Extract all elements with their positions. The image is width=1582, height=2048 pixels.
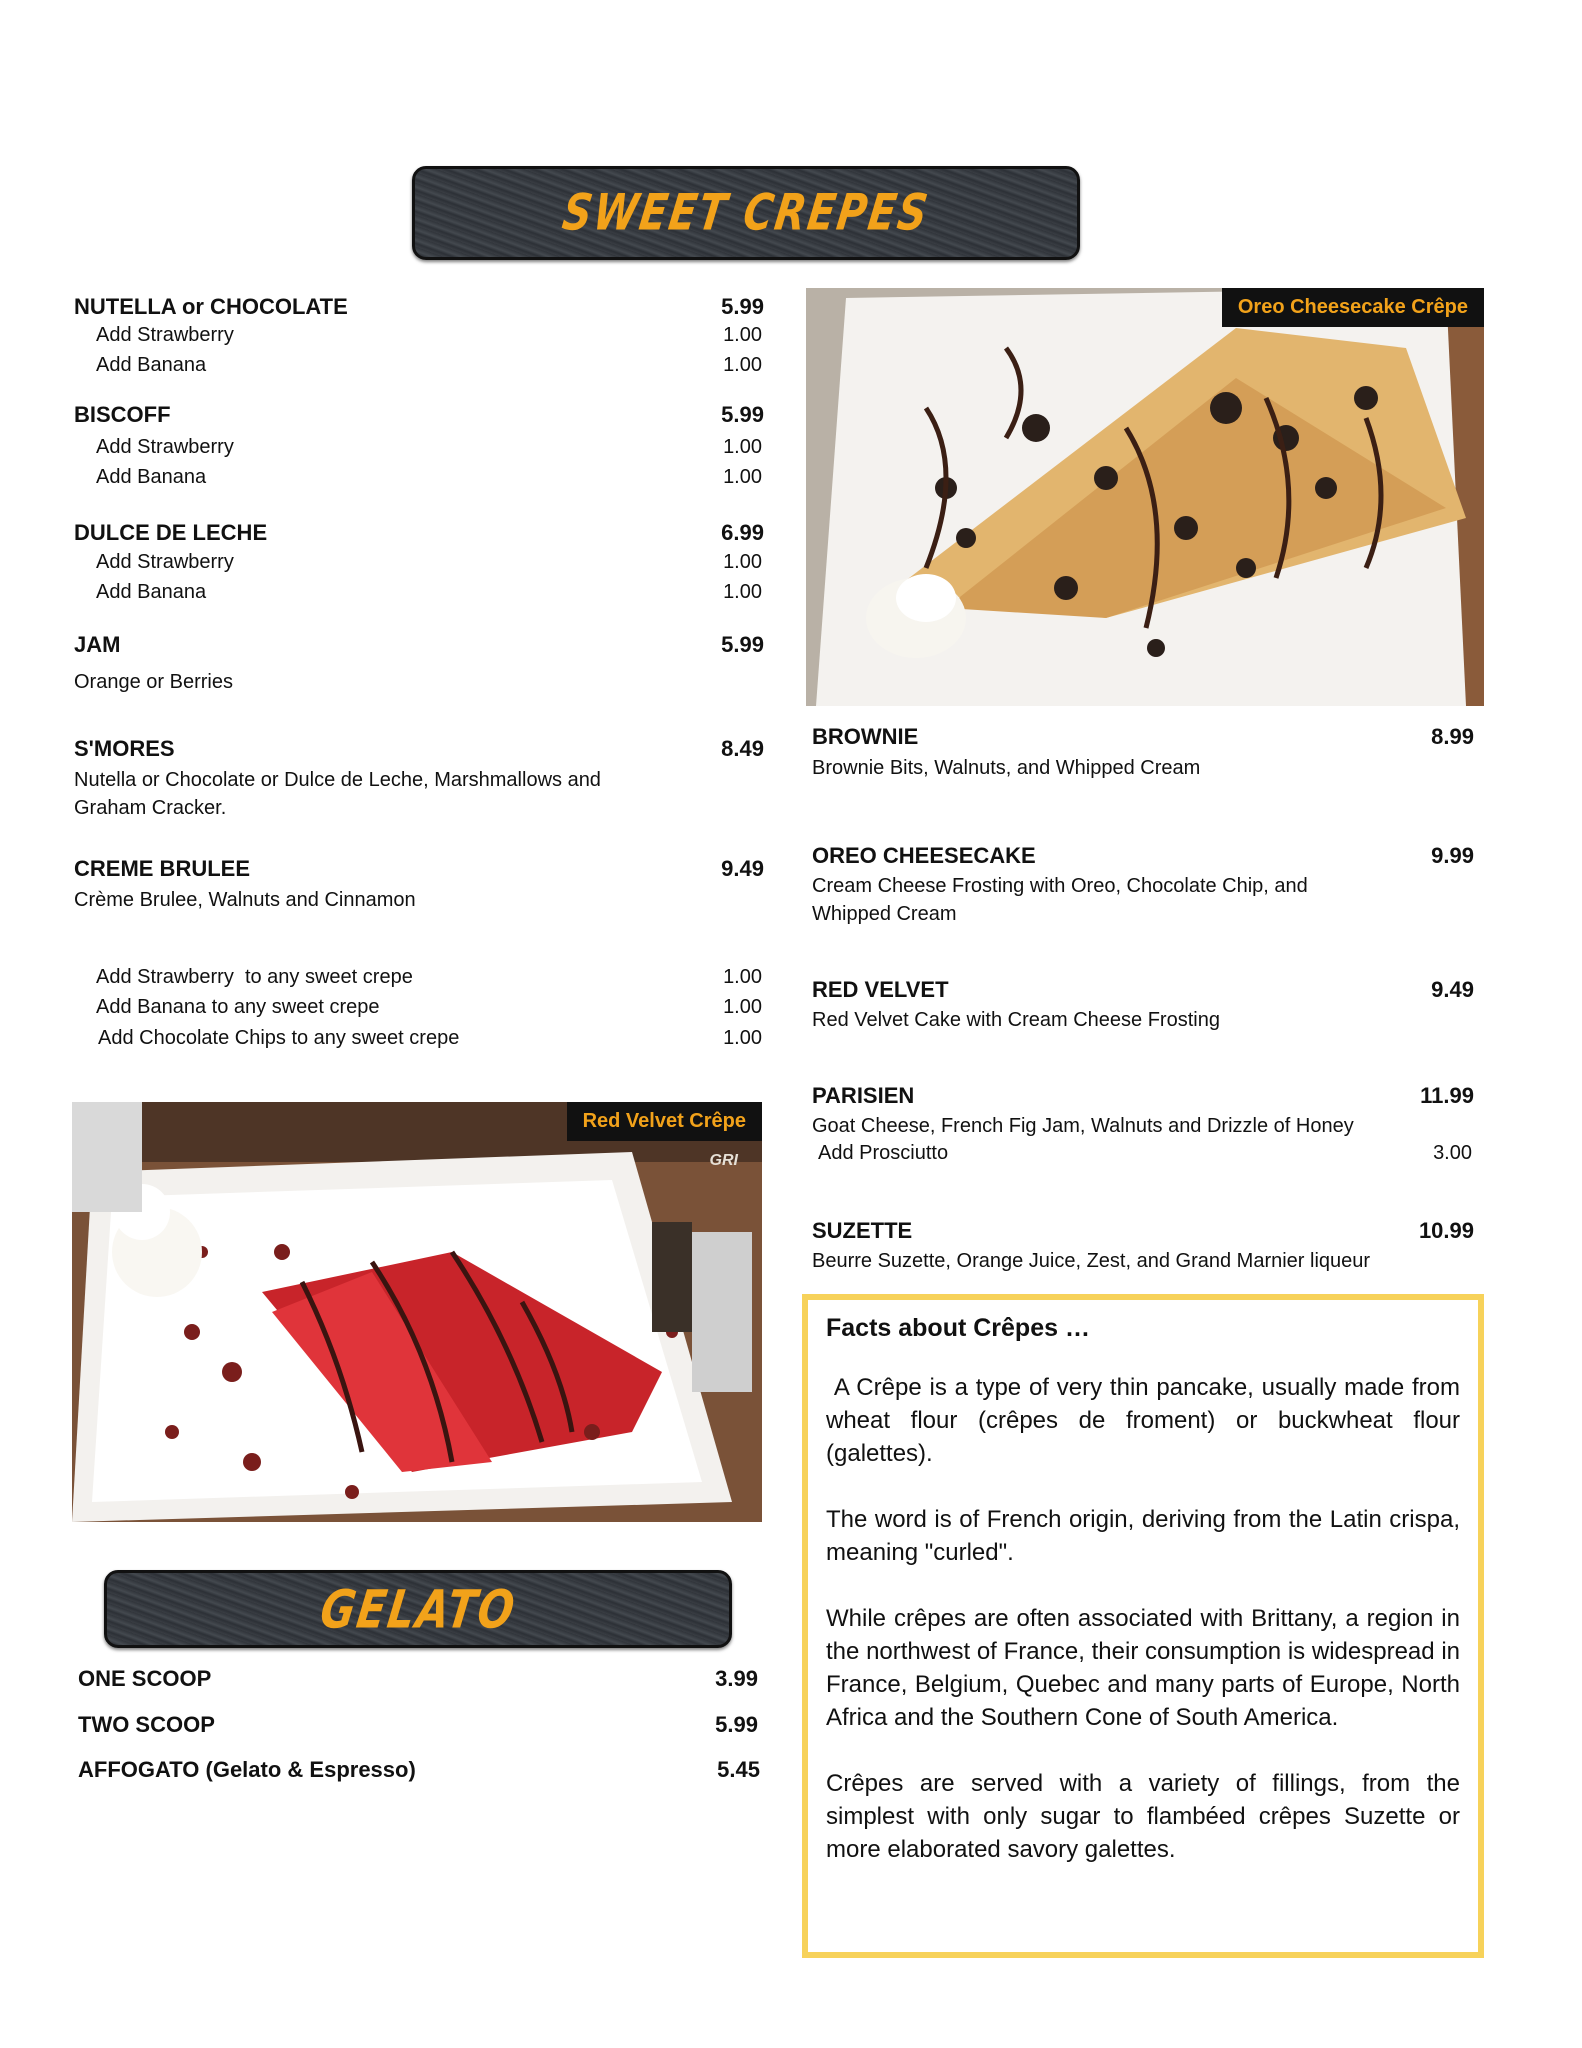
addon-price: 1.00 [723,324,762,346]
item-price: 9.99 [1431,843,1474,868]
oreo-crepe-illustration [806,288,1484,706]
addon-label: Add Strawberry [96,324,234,346]
addon-price: 3.00 [1433,1142,1472,1164]
photo-background-label: GRI [709,1152,738,1169]
item-price: 8.99 [1431,724,1474,749]
facts-paragraph: The word is of French origin, deriving from the Latin crispa, meaning "curled". [826,1506,1460,1566]
addon-price: 1.00 [723,466,762,488]
addon-label: Add Strawberry [96,551,234,573]
item-name: AFFOGATO (Gelato & Espresso) [78,1757,416,1782]
red-velvet-photo [72,1102,762,1522]
oreo-photo-caption: Oreo Cheesecake Crêpe [1222,288,1484,327]
extra-label: Add Chocolate Chips to any sweet crepe [98,1027,460,1049]
item-description: Brownie Bits, Walnuts, and Whipped Cream [812,757,1201,779]
extra-price: 1.00 [723,966,762,988]
item-description: Whipped Cream [812,903,957,925]
gelato-banner [104,1570,732,1648]
item-name: BROWNIE [812,724,919,749]
addon-price: 1.00 [723,354,762,376]
facts-title: Facts about Crêpes … [826,1314,1090,1342]
item-description: Red Velvet Cake with Cream Cheese Frosting [812,1009,1220,1031]
item-description: Goat Cheese, French Fig Jam, Walnuts and Drizzle of Honey [812,1115,1354,1137]
item-name: S'MORES [74,736,175,761]
item-price: 3.99 [715,1666,758,1691]
addon-label: Add Strawberry [96,436,234,458]
item-price: 8.49 [721,736,764,761]
facts-paragraph: A Crêpe is a type of very thin pancake, usually made from wheat flour (crêpes de froment) or buckwheat flour (galettes). [826,1374,1467,1467]
item-price: 9.49 [1431,977,1474,1002]
extra-label: Add Strawberry to any sweet crepe [96,966,413,988]
item-price: 5.99 [721,632,764,657]
item-price: 9.49 [721,856,764,881]
item-name: PARISIEN [812,1083,915,1108]
item-name: JAM [74,632,121,657]
item-price: 10.99 [1418,1218,1474,1243]
addon-price: 1.00 [723,436,762,458]
item-price: 11.99 [1420,1083,1474,1108]
facts-paragraph: Crêpes are served with a variety of fillings, from the simplest with only sugar to flambéed crêpes Suzette or more elaborated savory galettes. [826,1770,1460,1863]
item-price: 5.99 [721,402,764,427]
item-name: OREO CHEESECAKE [812,843,1036,868]
sweet-crepes-banner [412,166,1080,260]
addon-label: Add Prosciutto [818,1142,949,1164]
item-price: 5.99 [721,294,764,319]
addon-label: Add Banana [96,354,207,376]
item-name: CREME BRULEE [74,856,251,881]
red-velvet-crepe-illustration [72,1102,762,1522]
item-name: ONE SCOOP [78,1666,212,1691]
addon-label: Add Banana [96,466,207,488]
sweet-crepes-title: SWEET CREPES [559,184,933,242]
item-name: NUTELLA or CHOCOLATE [74,294,348,319]
facts-paragraph: While crêpes are often associated with Brittany, a region in the northwest of France, their consumption is widespread in France, Belgium, Quebec and many parts of Europe, North Africa and the Southern Cone of South America. [826,1605,1460,1731]
extra-label: Add Banana to any sweet crepe [96,996,380,1018]
item-name: BISCOFF [74,402,171,427]
facts-box [802,1294,1484,1958]
red-velvet-photo-caption: Red Velvet Crêpe [567,1102,762,1141]
item-name: TWO SCOOP [78,1712,215,1737]
item-description: Cream Cheese Frosting with Oreo, Chocolate Chip, and [812,875,1308,897]
item-name: DULCE DE LECHE [74,520,268,545]
addon-price: 1.00 [723,551,762,573]
item-description: Orange or Berries [74,671,233,693]
item-description: Graham Cracker. [74,797,227,819]
item-name: SUZETTE [812,1218,913,1243]
addon-price: 1.00 [723,581,762,603]
item-description: Nutella or Chocolate or Dulce de Leche, Marshmallows and [74,769,601,791]
item-price: 6.99 [721,520,764,545]
item-price: 5.45 [717,1757,760,1782]
extra-price: 1.00 [723,996,762,1018]
item-description: Beurre Suzette, Orange Juice, Zest, and Grand Marnier liqueur [812,1250,1371,1272]
gelato-title: GELATO [316,1578,520,1640]
item-name: RED VELVET [812,977,949,1002]
oreo-cheesecake-photo [806,288,1484,706]
addon-label: Add Banana [96,581,207,603]
extra-price: 1.00 [723,1027,762,1049]
item-price: 5.99 [715,1712,758,1737]
item-description: Crème Brulee, Walnuts and Cinnamon [74,889,416,911]
